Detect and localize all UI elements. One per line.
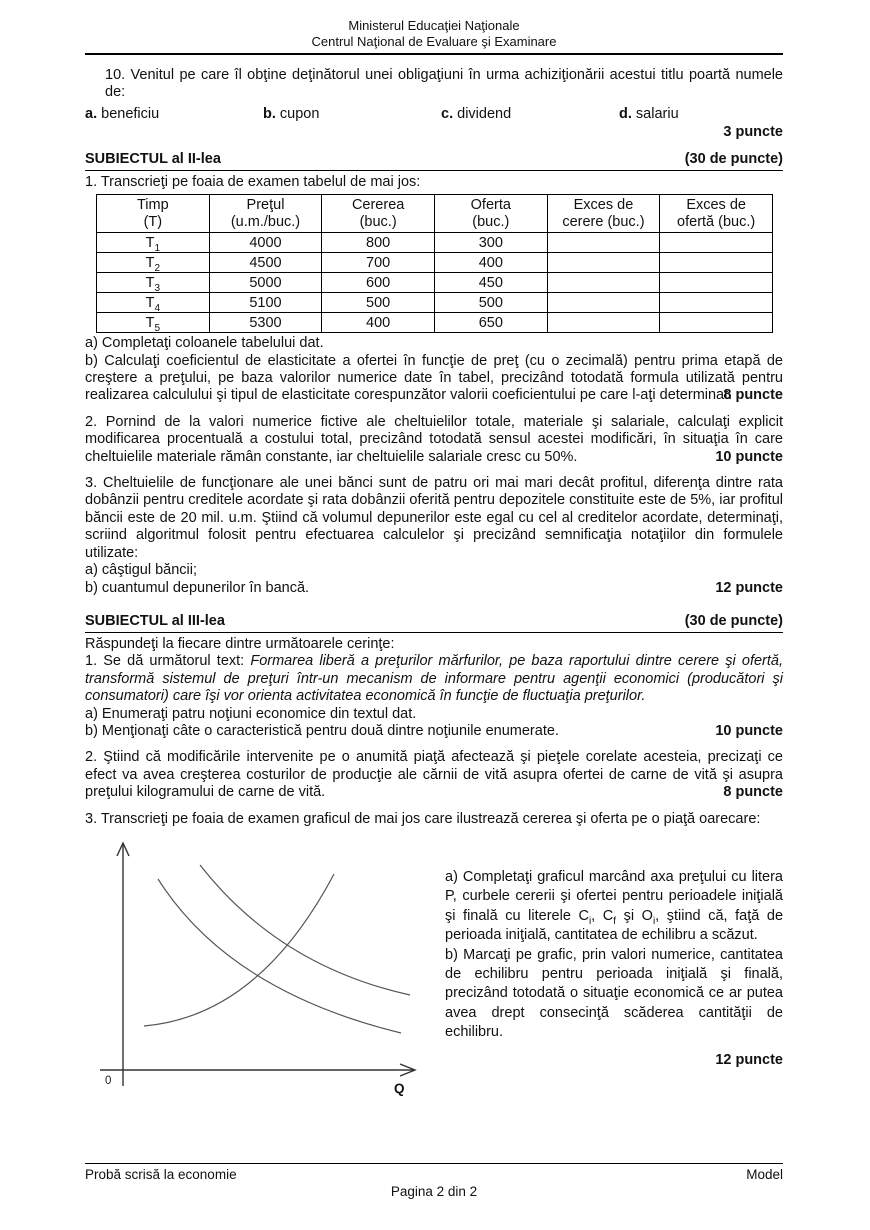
graph-canvas	[94, 836, 445, 1104]
subject3-q1: 1. Se dă următorul text: Formarea liberă a preţurilor mărfurilor, pe baza raportului dintre cerere şi ofertă, transformă sistemul de preţuri într-un mecanism de informare pentru agenţii economici (producători şi consumatori) care îşi vor orienta activitatea economică în funcţie de fluctuaţia preţurilor.	[85, 653, 783, 705]
demand-curve-final	[200, 865, 410, 995]
footer-page-number: Pagina 2 din 2	[390, 1184, 478, 1199]
ministry-title: Ministerul Educaţiei Naţionale	[348, 18, 520, 33]
subject2-q1-intro: 1. Transcrieţi pe foaia de examen tabelul de mai jos:	[85, 173, 421, 190]
option-d	[619, 105, 679, 123]
option-letter: a.	[85, 105, 98, 122]
footer-rule	[85, 1163, 783, 1164]
option-letter: b.	[263, 105, 276, 122]
quoted-text: Formarea liberă a preţurilor mărfurilor, pe baza raportului dintre cerere şi ofertă, transformă sistemul de preţuri într-un mecanism de informare pentru agenţii economici (producători şi consumatori) care îşi vor orienta activitatea economică în funcţie de fluctuaţia preţurilor.	[85, 653, 783, 705]
subject2-q2: 2. Pornind de la valori numerice fictive ale cheltuielilor totale, materiale şi salariale, calculaţi explicit modificarea procentuală a costului total, precizând totodată sensul acestei modificări, în situaţia în care cheltuielile materiale rămân constante, iar cheltuielile salariale cresc cu 50%. 10 puncte	[85, 413, 783, 465]
col-header-time: Timp (T)	[97, 195, 210, 233]
subject3-q2-points: 8 puncte	[723, 784, 783, 801]
subject3-q1a: a) Enumeraţi patru noţiuni economice din textul dat.	[85, 705, 417, 722]
table-row: $T_2$ 4500 700 400	[97, 253, 773, 273]
option-letter: d.	[619, 105, 632, 122]
curves	[144, 865, 410, 1033]
question-10-options	[85, 105, 783, 123]
subject3-title: SUBIECTUL al III-lea	[85, 612, 225, 629]
col-header-excess-demand: Exces de cerere (buc.)	[547, 195, 660, 233]
supply-curve	[144, 874, 334, 1026]
subject2-q3b: b) cuantumul depunerilor în bancă. 12 puncte	[85, 579, 783, 596]
col-header-supply: Oferta (buc.)	[434, 195, 547, 233]
supply-demand-graph	[85, 836, 445, 1109]
header-rule	[85, 53, 783, 55]
option-label: dividend	[457, 105, 512, 122]
footer-exam-type: Probă scrisă la economie	[85, 1167, 237, 1182]
subject2-q3-points: 12 puncte	[715, 579, 783, 596]
subject3-q2: 2. Ştiind că modificările intervenite pe o anumită piaţă afectează şi pieţele corelate acesteia, precizaţi ce efect va avea creşterea costurilor de producţie ale cărnii de vită asupra ofertei de carne de vită şi asupra preţului kilogramului de carne de vită. 8 puncte	[85, 749, 783, 801]
document-header	[85, 18, 783, 50]
col-header-demand: Cererea (buc.)	[322, 195, 435, 233]
table-header-row	[97, 195, 773, 233]
option-label: beneficiu	[101, 105, 160, 122]
subject2-q3: 3. Cheltuielile de funcţionare ale unei bănci sunt de patru ori mai mari decât profitul, diferenţa dintre rata dobânzii pentru creditele acordate şi rata dobânzii oferită pentru depozitele constituite este de 5%, iar profitul băncii este de 20 mil. u.m. Ştiind că volumul depunerilor este egal cu cel al creditelor acordate, determinaţi, scriind algoritmul folosit pentru efectuarea calculelor şi precizând semnificaţia notaţiilor din formulele utilizate:	[85, 475, 783, 561]
subject3-header	[85, 612, 783, 633]
graph-instructions	[445, 836, 783, 1109]
option-a	[85, 105, 263, 123]
subject2-q1b-points: 8 puncte	[723, 387, 783, 404]
col-header-price: Preţul (u.m./buc.)	[209, 195, 322, 233]
origin-label: 0	[105, 1074, 112, 1087]
question-10-points: 3 puncte	[723, 123, 783, 140]
subject3-q1b: b) Menţionaţi câte o caracteristică pentru două dintre noţiunile enumerate. 10 puncte	[85, 722, 783, 739]
option-c	[441, 105, 619, 123]
table-row: $T_3$ 5000 600 450	[97, 273, 773, 293]
subject2-points: (30 de puncte)	[684, 150, 783, 167]
center-title: Centrul Naţional de Evaluare şi Examinare	[311, 34, 557, 49]
subject2-q1b: b) Calculaţi coeficientul de elasticitate a ofertei în funcţie de preţ (cu o zecimală) pentru prima etapă de creştere a preţului, pe baza valorilor numerice date în tabel, precizând totodată formula utilizată pentru realizarea calculului şi tipul de elasticitate corespunzător valorii coeficientului pe care l-aţi determinat. 8 puncte	[85, 352, 783, 404]
subject3-intro: Răspundeţi la fiecare dintre următoarele cerinţe:	[85, 635, 395, 652]
page-footer	[85, 1163, 783, 1199]
demand-curve-initial	[158, 879, 401, 1033]
graph-note-a: a) Completaţi graficul marcând axa preţului cu litera P, curbele cererii şi ofertei pentru perioadele iniţială şi finală cu literele $C_i$, $C_f$ şi $O_i$, ştiind că, faţă de perioada iniţială, cantitatea de echilibru a scăzut.	[445, 868, 784, 944]
subject3-q1-points: 10 puncte	[715, 722, 783, 739]
subject2-header	[85, 150, 783, 171]
footer-model-label: Model	[746, 1167, 783, 1182]
graph-section	[85, 836, 783, 1109]
option-letter: c.	[441, 105, 454, 122]
option-label: salariu	[635, 105, 679, 122]
subject2-q2-points: 10 puncte	[715, 448, 783, 465]
subject2-q3a: a) câştigul băncii;	[85, 562, 198, 579]
subject3-q3-intro: 3. Transcrieţi pe foaia de examen graficul de mai jos care ilustrează cererea şi oferta pe o piaţă oarecare:	[85, 810, 761, 827]
option-label: cupon	[279, 105, 320, 122]
option-b	[263, 105, 441, 123]
axes	[100, 843, 415, 1086]
subject2-q1a: a) Completaţi coloanele tabelului dat.	[85, 335, 324, 352]
table-row: $T_1$ 4000 800 300	[97, 233, 773, 253]
question-10-text: 10. Venitul pe care îl obţine deţinătorul unei obligaţiuni în urma achiziţionării acestui titlu poartă numele de:	[105, 67, 783, 101]
x-axis-label: Q	[394, 1080, 405, 1096]
supply-demand-table	[96, 194, 773, 333]
subject3-q3-points: 12 puncte	[715, 1051, 783, 1068]
graph-note-b: b) Marcaţi pe grafic, prin valori numerice, cantitatea de echilibru pentru perioada iniţială şi finală, precizând totodată o situaţie economică ce ar putea avea drept consecinţă scăderea cantităţii de echilibru.	[445, 946, 783, 1041]
subject3-points: (30 de puncte)	[684, 612, 783, 629]
table-row: $T_4$ 5100 500 500	[97, 293, 773, 313]
table-row: $T_5$ 5300 400 650	[97, 313, 773, 333]
subject2-title: SUBIECTUL al II-lea	[85, 150, 221, 167]
col-header-excess-supply: Exces de ofertă (buc.)	[660, 195, 773, 233]
